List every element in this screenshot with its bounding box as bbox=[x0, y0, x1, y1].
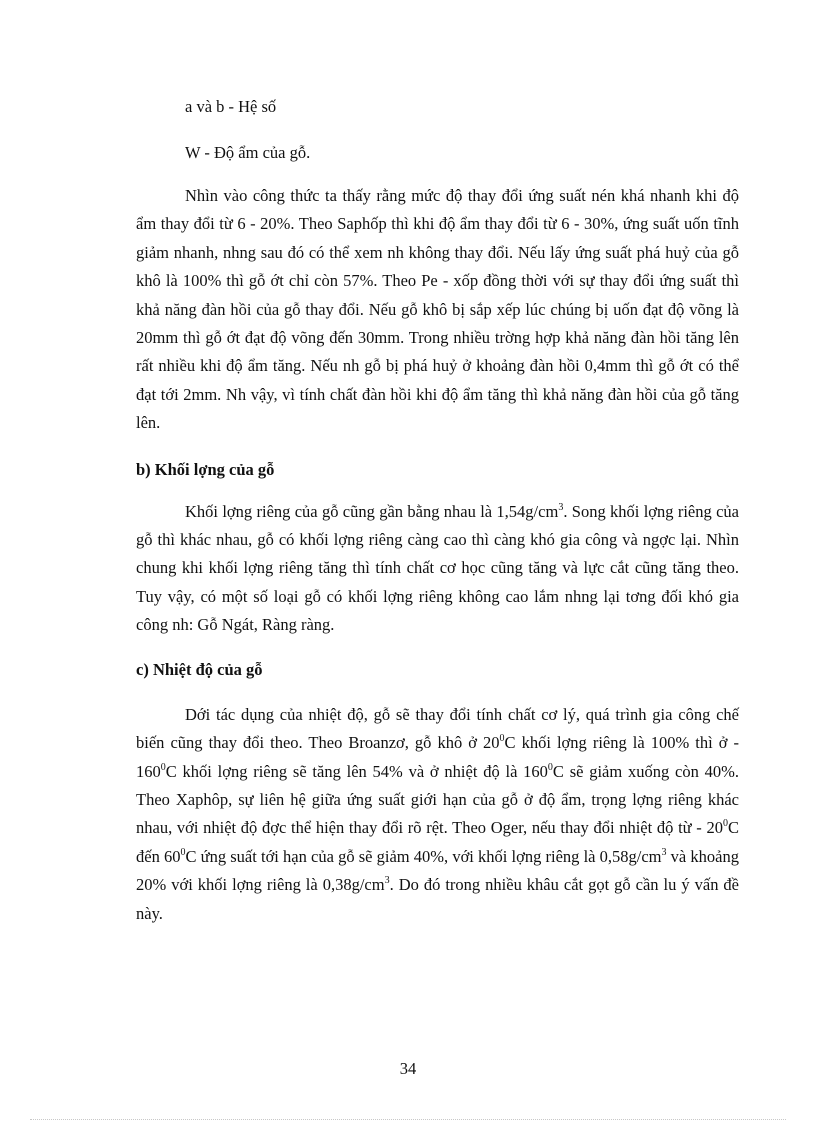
paragraph-temperature bbox=[136, 701, 739, 928]
text-segment: C khối lợng riêng sẽ tăng lên 54% và ở nhiệt độ là 160 bbox=[165, 761, 548, 781]
page-content bbox=[136, 92, 739, 928]
text-segment: C đến 60 bbox=[136, 818, 739, 866]
superscript: 0 bbox=[160, 761, 166, 773]
text-segment: C ứng suất tới hạn của gỗ sẽ giảm 40%, với khối lợng riêng là 0,58g/cm bbox=[185, 846, 662, 866]
text-segment: C khối lợng riêng là 100% thì ở - 160 bbox=[136, 733, 740, 781]
heading-density: b) Khối lợng của gỗ bbox=[136, 459, 275, 479]
text-segment: . Do đó trong nhiều khâu cắt gọt gỗ cần lu ý vấn đề này. bbox=[136, 875, 740, 923]
page-number: 34 bbox=[399, 1059, 417, 1078]
superscript: 0 bbox=[722, 818, 728, 830]
text-segment: C sẽ giảm xuống còn 40%. Theo Xaphôp, sự liên hệ giữa ứng suất giới hạn của gỗ ở độ ẩm, trọng lợng riêng khác nhau, với nhiệt độ đợc thể hiện thay đổi rõ rệt. Theo Oger, nếu thay đổi nhiệt độ từ - 20 bbox=[136, 761, 739, 838]
text-segment: . Song khối lợng riêng của gỗ thì khác nhau, gỗ có khối lợng riêng càng cao thì càng khó gia công và ngợc lại. Nhìn chung khi khối lợng riêng tăng thì tính chất cơ học cũng tăng và lực cắt cũng tăng theo. Tuy vậy, có một số loại gỗ có khối lợng riêng không cao lắm nhng lại tơng đối khó gia công nh: Gỗ Ngát, Ràng ràng. bbox=[136, 501, 739, 635]
superscript: 0 bbox=[547, 761, 553, 773]
text-segment: Dới tác dụng của nhiệt độ, gỗ sẽ thay đổi tính chất cơ lý, quá trình gia công chế biến cũng thay đổi theo. Theo Broanzơ, gỗ khô ở 20 bbox=[136, 704, 739, 753]
paragraph-moisture-effect: Nhìn vào công thức ta thấy rằng mức độ thay đổi ứng suất nén khá nhanh khi độ ẩm thay đổi từ 6 - 20%. Theo Saphốp thì khi độ ẩm thay đổi từ 6 - 30%, ứng suất uốn tĩnh giảm nhanh, nhng sau đó có thể xem nh không thay đổi. Nếu lấy ứng suất phá huỷ của gỗ khô là 100% thì gỗ ớt chỉ còn 57%. Theo Pe - xốp đồng thời với sự thay đổi ứng suất thì khả năng đàn hồi của gỗ thay đổi. Nếu gỗ khô bị sắp xếp lúc chúng bị uốn đạt độ võng là 20mm thì gỗ ớt đạt độ võng đến 30mm. Trong nhiều trờng hợp khả năng đàn hồi tăng lên rất nhiều khi độ ẩm tăng. Nếu nh gỗ bị phá huỷ ở khoảng đàn hồi 0,4mm thì gỗ ớt có thể đạt tới 2mm. Nh vậy, vì tính chất đàn hồi khi độ ẩm tăng thì khả năng đàn hồi của gỗ tăng lên. bbox=[136, 186, 739, 433]
superscript: 3 bbox=[384, 875, 390, 887]
superscript: 0 bbox=[180, 846, 186, 858]
superscript: 0 bbox=[499, 733, 505, 745]
superscript: 3 bbox=[558, 501, 564, 513]
paragraph-density bbox=[136, 498, 739, 640]
text-segment: Khối lợng riêng của gỗ cũng gần bằng nhau là 1,54g/cm bbox=[185, 501, 559, 521]
page-bottom-divider bbox=[30, 1119, 786, 1120]
heading-temperature: c) Nhiệt độ của gỗ bbox=[136, 659, 263, 679]
text-segment: và khoảng 20% với khối lợng riêng là 0,38g/cm bbox=[136, 846, 739, 895]
superscript: 3 bbox=[661, 846, 667, 858]
definition-ab: a và b - Hệ số bbox=[185, 97, 277, 116]
definition-w: W - Độ ẩm của gỗ. bbox=[185, 143, 311, 162]
